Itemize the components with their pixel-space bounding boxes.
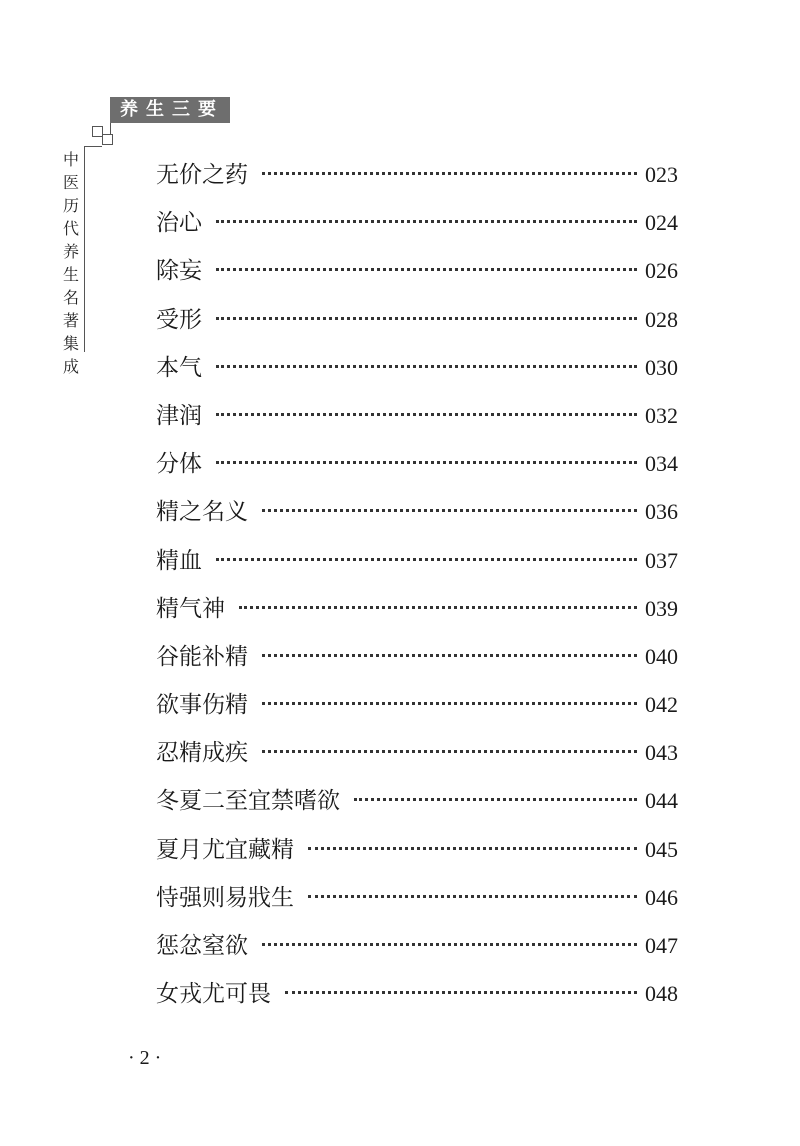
toc-entry[interactable] [156,252,678,300]
toc-entry-page: 046 [645,884,678,910]
toc-leader-dots [308,895,637,898]
toc-entry-page: 048 [645,981,678,1007]
toc-leader-dots [216,461,637,464]
toc-leader-dots [262,702,637,705]
toc-entry[interactable] [156,590,678,638]
toc-leader-dots [285,991,637,994]
book-title-char: 医 [62,173,79,192]
section-header-tab: 养生三要 [110,97,230,123]
book-title-vertical [60,148,82,378]
toc-entry-page: 044 [645,788,678,814]
toc-entry-title: 精气神 [156,595,225,622]
toc-entry-page: 042 [645,692,678,718]
toc-entry-title: 冬夏二至宜禁嗜欲 [156,788,340,815]
toc-leader-dots [262,750,637,753]
book-title-char: 生 [62,265,79,284]
toc-entry-title: 欲事伤精 [156,692,248,719]
toc-leader-dots [262,943,637,946]
toc-entry[interactable] [156,156,678,204]
toc-entry[interactable] [156,301,678,349]
toc-entry-page: 032 [645,402,678,428]
toc-leader-dots [216,220,637,223]
book-title-char: 成 [62,357,79,376]
book-title-char: 著 [62,311,79,330]
book-title-char: 历 [62,196,79,215]
toc-entry[interactable] [156,734,678,782]
toc-entry[interactable] [156,975,678,1023]
toc-entry-title: 治心 [156,210,202,237]
book-title-char: 中 [62,150,79,169]
toc-entry-title: 忍精成疾 [156,740,248,767]
toc-entry-page: 043 [645,740,678,766]
toc-entry-title: 夏月尤宜藏精 [156,836,294,863]
toc-entry[interactable] [156,782,678,830]
toc-leader-dots [216,413,637,416]
side-rule-vertical [84,146,85,352]
toc-entry-title: 本气 [156,354,202,381]
side-rule-horizontal [84,146,102,147]
toc-entry-title: 谷能补精 [156,643,248,670]
toc-leader-dots [262,172,637,175]
toc-entry[interactable] [156,349,678,397]
toc-entry-title: 津润 [156,402,202,429]
toc-entry[interactable] [156,397,678,445]
toc-entry[interactable] [156,927,678,975]
toc-entry[interactable] [156,493,678,541]
toc-leader-dots [216,558,637,561]
book-title-char: 名 [62,288,79,307]
toc-entry[interactable] [156,879,678,927]
toc-leader-dots [308,847,637,850]
toc-entry-page: 023 [645,162,678,187]
toc-leader-dots [216,317,637,320]
toc-entry[interactable] [156,445,678,493]
toc-entry-title: 精血 [156,547,202,574]
toc-entry-title: 恃强则易戕生 [156,884,294,911]
table-of-contents [156,156,678,1023]
toc-leader-dots [262,654,637,657]
toc-entry-title: 无价之药 [156,162,248,188]
toc-entry-page: 037 [645,547,678,573]
toc-entry-page: 030 [645,354,678,380]
toc-leader-dots [239,606,637,609]
toc-entry[interactable] [156,686,678,734]
toc-entry[interactable] [156,831,678,879]
toc-leader-dots [216,365,637,368]
toc-entry[interactable] [156,542,678,590]
book-title-char: 养 [62,242,79,261]
toc-entry[interactable] [156,638,678,686]
toc-entry-page: 047 [645,933,678,958]
toc-entry-title: 分体 [156,451,202,478]
toc-entry-page: 040 [645,643,678,669]
toc-entry-page: 034 [645,451,678,477]
toc-leader-dots [262,509,637,512]
toc-entry-page: 045 [645,836,678,862]
toc-entry-page: 026 [645,258,678,284]
decorative-corner-box-secondary [102,134,113,145]
toc-entry-title: 除妄 [156,258,202,285]
toc-entry-title: 惩忿窒欲 [156,933,248,959]
toc-entry-title: 女戎尤可畏 [156,981,271,1008]
toc-entry[interactable] [156,204,678,252]
toc-leader-dots [216,268,637,271]
toc-entry-page: 039 [645,595,678,621]
toc-entry-title: 受形 [156,306,202,333]
toc-entry-title: 精之名义 [156,499,248,526]
toc-entry-page: 036 [645,499,678,525]
toc-leader-dots [354,798,637,801]
toc-entry-page: 028 [645,306,678,332]
book-title-char: 集 [62,334,79,353]
toc-entry-page: 024 [645,210,678,236]
book-title-char: 代 [62,219,79,238]
page-number: · 2 · [128,1047,162,1069]
